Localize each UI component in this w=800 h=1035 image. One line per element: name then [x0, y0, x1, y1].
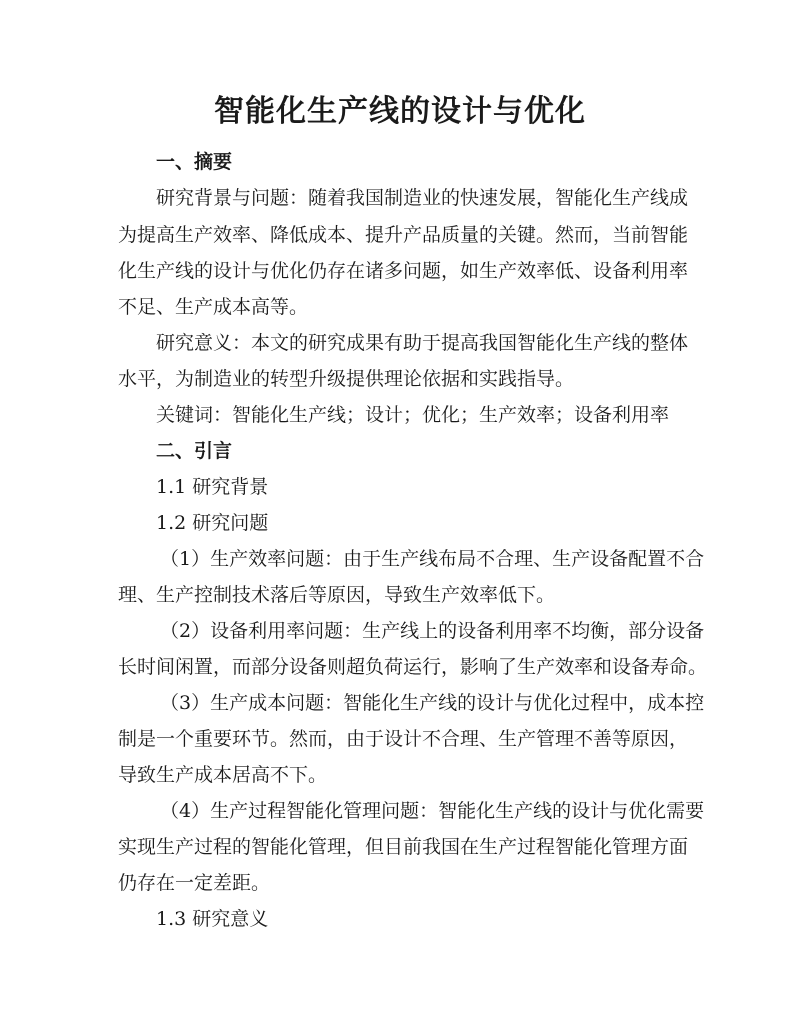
paragraph-line: 制是一个重要环节。然而，由于设计不合理、生产管理不善等原因，: [118, 728, 689, 750]
paragraph-line: 研究背景与问题：随着我国制造业的快速发展，智能化生产线成: [156, 187, 689, 209]
paragraph-line: 仍存在一定差距。: [118, 872, 271, 894]
subheading-significance: 1.3 研究意义: [156, 908, 269, 930]
section-heading-abstract: 一、摘要: [156, 151, 233, 173]
paragraph-line: 不足、生产成本高等。: [118, 296, 309, 318]
keywords-line: 关键词：智能化生产线；设计；优化；生产效率；设备利用率: [156, 404, 670, 426]
paragraph-line: 化生产线的设计与优化仍存在诸多问题，如生产效率低、设备利用率: [118, 260, 689, 282]
document-title: 智能化生产线的设计与优化: [214, 94, 586, 129]
paragraph-line: 导致生产成本居高不下。: [118, 764, 328, 786]
paragraph-line: （3）生产成本问题：智能化生产线的设计与优化过程中，成本控: [160, 692, 705, 714]
section-heading-introduction: 二、引言: [156, 440, 233, 462]
subheading-background: 1.1 研究背景: [156, 476, 269, 498]
paragraph-line: 理、生产控制技术落后等原因，导致生产效率低下。: [118, 584, 556, 606]
paragraph-line: （1）生产效率问题：由于生产线布局不合理、生产设备配置不合: [160, 548, 705, 570]
paragraph-line: 为提高生产效率、降低成本、提升产品质量的关键。然而，当前智能: [118, 224, 689, 246]
paragraph-line: 长时间闲置，而部分设备则超负荷运行，影响了生产效率和设备寿命。: [118, 656, 708, 678]
subheading-problem: 1.2 研究问题: [156, 512, 269, 534]
paragraph-line: （2）设备利用率问题：生产线上的设备利用率不均衡，部分设备: [160, 620, 705, 642]
paragraph-line: 研究意义：本文的研究成果有助于提高我国智能化生产线的整体: [156, 332, 689, 354]
paragraph-line: （4）生产过程智能化管理问题：智能化生产线的设计与优化需要: [160, 800, 705, 822]
paragraph-line: 水平，为制造业的转型升级提供理论依据和实践指导。: [118, 368, 575, 390]
paragraph-line: 实现生产过程的智能化管理，但目前我国在生产过程智能化管理方面: [118, 836, 689, 858]
